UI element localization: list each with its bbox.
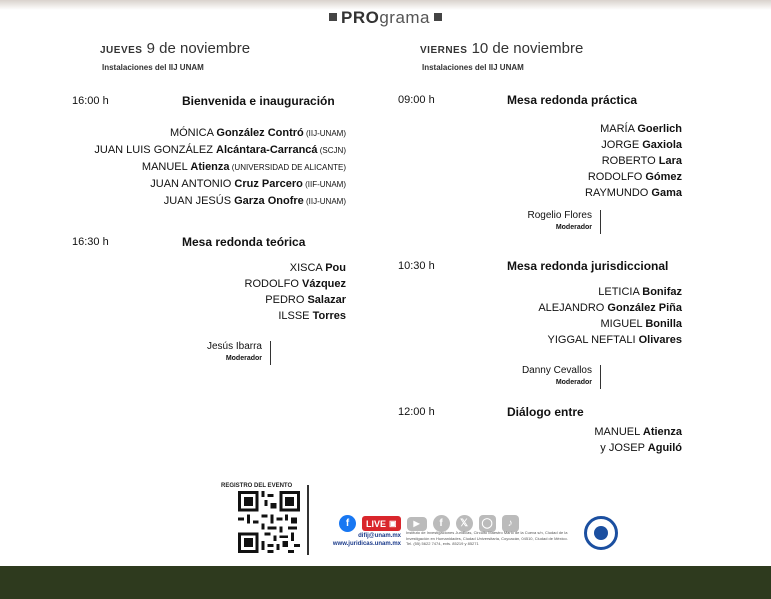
participant: MANUEL Atienza <box>594 426 682 438</box>
participant: RODOLFO Vázquez <box>244 278 346 290</box>
moderator <box>522 365 601 389</box>
day-name: JUEVES <box>100 45 143 56</box>
footer-band <box>0 566 771 599</box>
participant: ILSSE Torres <box>278 310 346 322</box>
session-title: Bienvenida e inauguración <box>182 94 335 108</box>
participant: RODOLFO Gómez <box>587 171 682 183</box>
participant: LETICIA Bonifaz <box>598 286 682 298</box>
session-time: 10:30 h <box>398 260 435 272</box>
moderator-name: Rogelio Flores <box>527 210 592 221</box>
institution-address: Instituto de Investigaciones Jurídicas, Circuito Maestro Mario de la Cueva s/n, Ciudad de la Investigación en Humanidades, Ciudad Universitaria, Coyoacán, 04510, Ciudad de México. Tel. (55) 5622 7474, exts. 85219 y 85271 <box>406 530 568 546</box>
participant: JORGE Gaxiola <box>601 139 682 151</box>
facebook-icon[interactable]: f <box>339 515 356 532</box>
venue-friday: Instalaciones del IIJ UNAM <box>422 63 524 72</box>
moderator-label: Moderador <box>555 379 592 386</box>
session-title: Mesa redonda teórica <box>182 235 306 249</box>
institution-seal-logo <box>584 516 618 550</box>
moderator-label: Moderador <box>555 224 592 231</box>
email-link[interactable]: difij@unam.mx <box>358 533 401 539</box>
tiktok-icon[interactable]: ♪ <box>502 515 519 532</box>
facebook-grey-icon[interactable]: f <box>433 515 450 532</box>
participant: JUAN ANTONIO Cruz Parcero (IIF-UNAM) <box>150 178 346 190</box>
participant-list <box>462 284 682 348</box>
participant: MANUEL Atienza (UNIVERSIDAD DE ALICANTE) <box>141 161 346 173</box>
program-title <box>0 8 771 28</box>
participant-list <box>146 260 346 324</box>
square-bullet-icon <box>329 13 337 21</box>
session-time: 12:00 h <box>398 406 435 418</box>
day-header-thursday <box>100 40 250 57</box>
square-bullet-icon <box>434 13 442 21</box>
session-title: Mesa redonda jurisdiccional <box>507 259 669 273</box>
session-title: Mesa redonda práctica <box>507 93 638 107</box>
participant: MÓNICA González Contró (IIJ-UNAM) <box>169 127 346 139</box>
participant: ALEJANDRO González Piña <box>538 302 682 314</box>
website-link[interactable]: www.juridicas.unam.mx <box>332 541 401 547</box>
participant: YIGGAL NEFTALI Olivares <box>547 334 682 346</box>
participant: JUAN LUIS GONZÁLEZ Alcántara-Carrancá (SCJN) <box>94 144 346 156</box>
divider <box>307 485 309 555</box>
live-badge[interactable]: LIVE ▣ <box>362 516 401 531</box>
registration-label: REGISTRO DEL EVENTO <box>221 483 293 489</box>
session-time: 09:00 h <box>398 94 435 106</box>
day-name: VIERNES <box>420 45 468 56</box>
participant: PEDRO Salazar <box>265 294 346 306</box>
day-date: 10 de noviembre <box>471 40 584 57</box>
day-header-friday <box>420 40 583 57</box>
day-date: 9 de noviembre <box>146 40 251 57</box>
moderator-label: Moderador <box>225 355 262 362</box>
moderator-name: Danny Cevallos <box>521 365 592 376</box>
session-time: 16:00 h <box>72 95 109 107</box>
program-title-light: grama <box>379 8 431 27</box>
youtube-icon[interactable]: ▶ <box>407 517 427 531</box>
contact-info <box>331 532 401 548</box>
participant-list <box>482 424 682 456</box>
session-time: 16:30 h <box>72 236 109 248</box>
moderator <box>528 210 601 234</box>
moderator <box>207 341 271 365</box>
instagram-icon[interactable]: ◯ <box>479 515 496 532</box>
participant: MIGUEL Bonilla <box>600 318 682 330</box>
participant: MARÍA Goerlich <box>600 123 682 135</box>
program-title-bold: PRO <box>340 8 380 27</box>
x-twitter-icon[interactable]: 𝕏 <box>456 515 473 532</box>
participant-list <box>26 125 346 210</box>
registration-qr-code[interactable] <box>238 491 300 553</box>
moderator-name: Jesús Ibarra <box>206 341 262 352</box>
session-title: Diálogo entre <box>507 405 584 419</box>
participant: JUAN JESÚS Garza Onofre (IIJ-UNAM) <box>163 195 346 207</box>
participant: y JOSEP Aguiló <box>600 442 682 454</box>
participant-list <box>482 121 682 201</box>
participant: ROBERTO Lara <box>601 155 682 167</box>
participant: XISCA Pou <box>289 262 346 274</box>
participant: RAYMUNDO Gama <box>585 187 682 199</box>
venue-thursday: Instalaciones del IIJ UNAM <box>102 63 204 72</box>
